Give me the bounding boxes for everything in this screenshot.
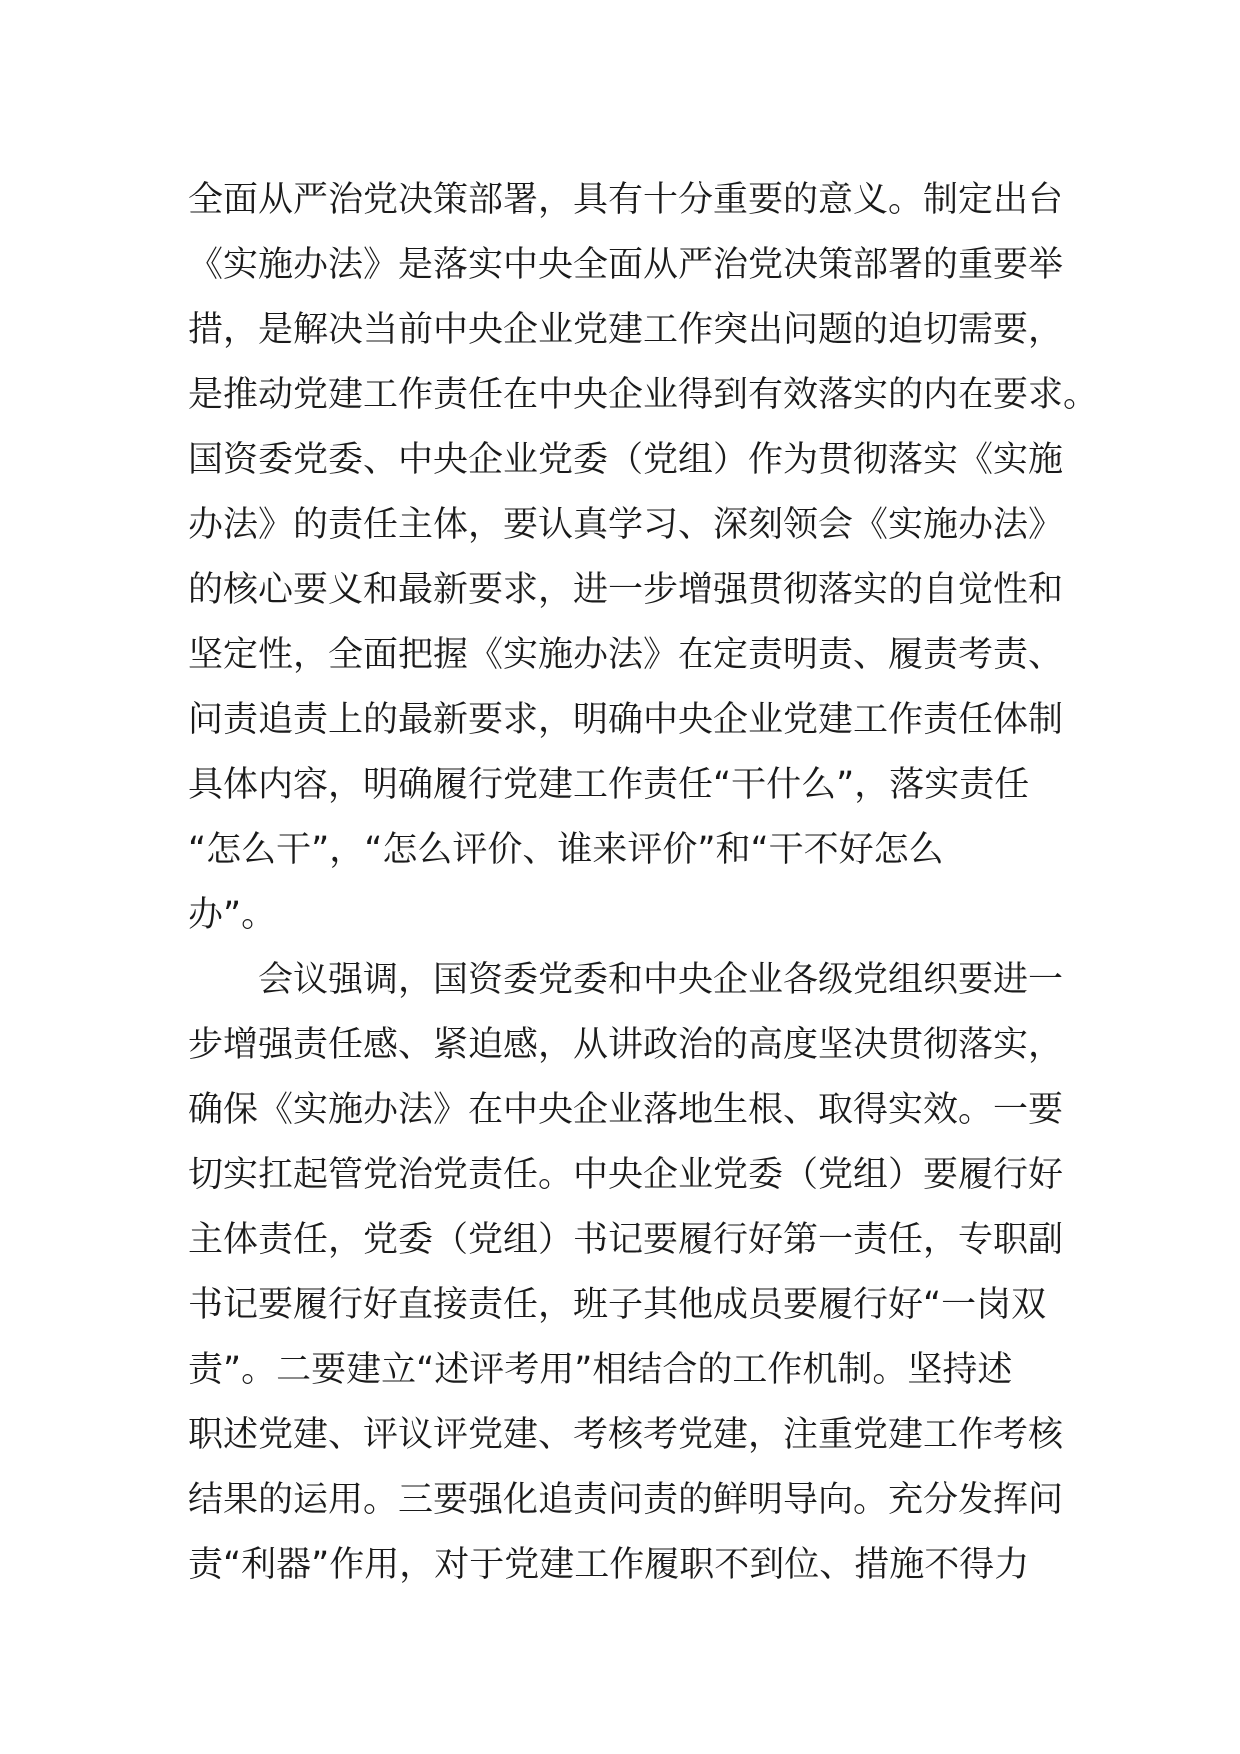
text-line: 办”。 (188, 895, 277, 935)
text-line: 是推动党建工作责任在中央企业得到有效落实的内在要求。 (188, 375, 1099, 415)
text-line: 主体责任，党委（党组）书记要履行好第一责任，专职副 (188, 1220, 1064, 1260)
body-text (188, 168, 1099, 1598)
text-line: 责“利器”作用，对于党建工作履职不到位、措施不得力 (188, 1545, 1030, 1585)
text-line: 具体内容，明确履行党建工作责任“干什么”，落实责任 (188, 765, 1030, 805)
text-line: 责”。二要建立“述评考用”相结合的工作机制。坚持述 (188, 1350, 1013, 1390)
text-line: 书记要履行好直接责任，班子其他成员要履行好“一岗双 (188, 1285, 1047, 1325)
text-line: 确保《实施办法》在中央企业落地生根、取得实效。一要 (188, 1090, 1064, 1130)
text-line: 措，是解决当前中央企业党建工作突出问题的迫切需要， (188, 310, 1064, 350)
text-line: 坚定性，全面把握《实施办法》在定责明责、履责考责、 (188, 635, 1064, 675)
text-line: 切实扛起管党治党责任。中央企业党委（党组）要履行好 (188, 1155, 1064, 1195)
text-line: 全面从严治党决策部署，具有十分重要的意义。制定出台 (188, 180, 1064, 220)
text-line: 会议强调，国资委党委和中央企业各级党组织要进一 (188, 960, 1064, 1000)
text-line: 办法》的责任主体，要认真学习、深刻领会《实施办法》 (188, 505, 1064, 545)
text-line: 问责追责上的最新要求，明确中央企业党建工作责任体制 (188, 700, 1064, 740)
text-line: 《实施办法》是落实中央全面从严治党决策部署的重要举 (188, 245, 1064, 285)
text-line: 结果的运用。三要强化追责问责的鲜明导向。充分发挥问 (188, 1480, 1064, 1520)
text-line: 国资委党委、中央企业党委（党组）作为贯彻落实《实施 (188, 440, 1064, 480)
text-line: 的核心要义和最新要求，进一步增强贯彻落实的自觉性和 (188, 570, 1064, 610)
text-line: “怎么干”，“怎么评价、谁来评价”和“干不好怎么 (188, 830, 944, 870)
text-line: 职述党建、评议评党建、考核考党建，注重党建工作考核 (188, 1415, 1064, 1455)
text-line: 步增强责任感、紧迫感，从讲政治的高度坚决贯彻落实， (188, 1025, 1064, 1065)
